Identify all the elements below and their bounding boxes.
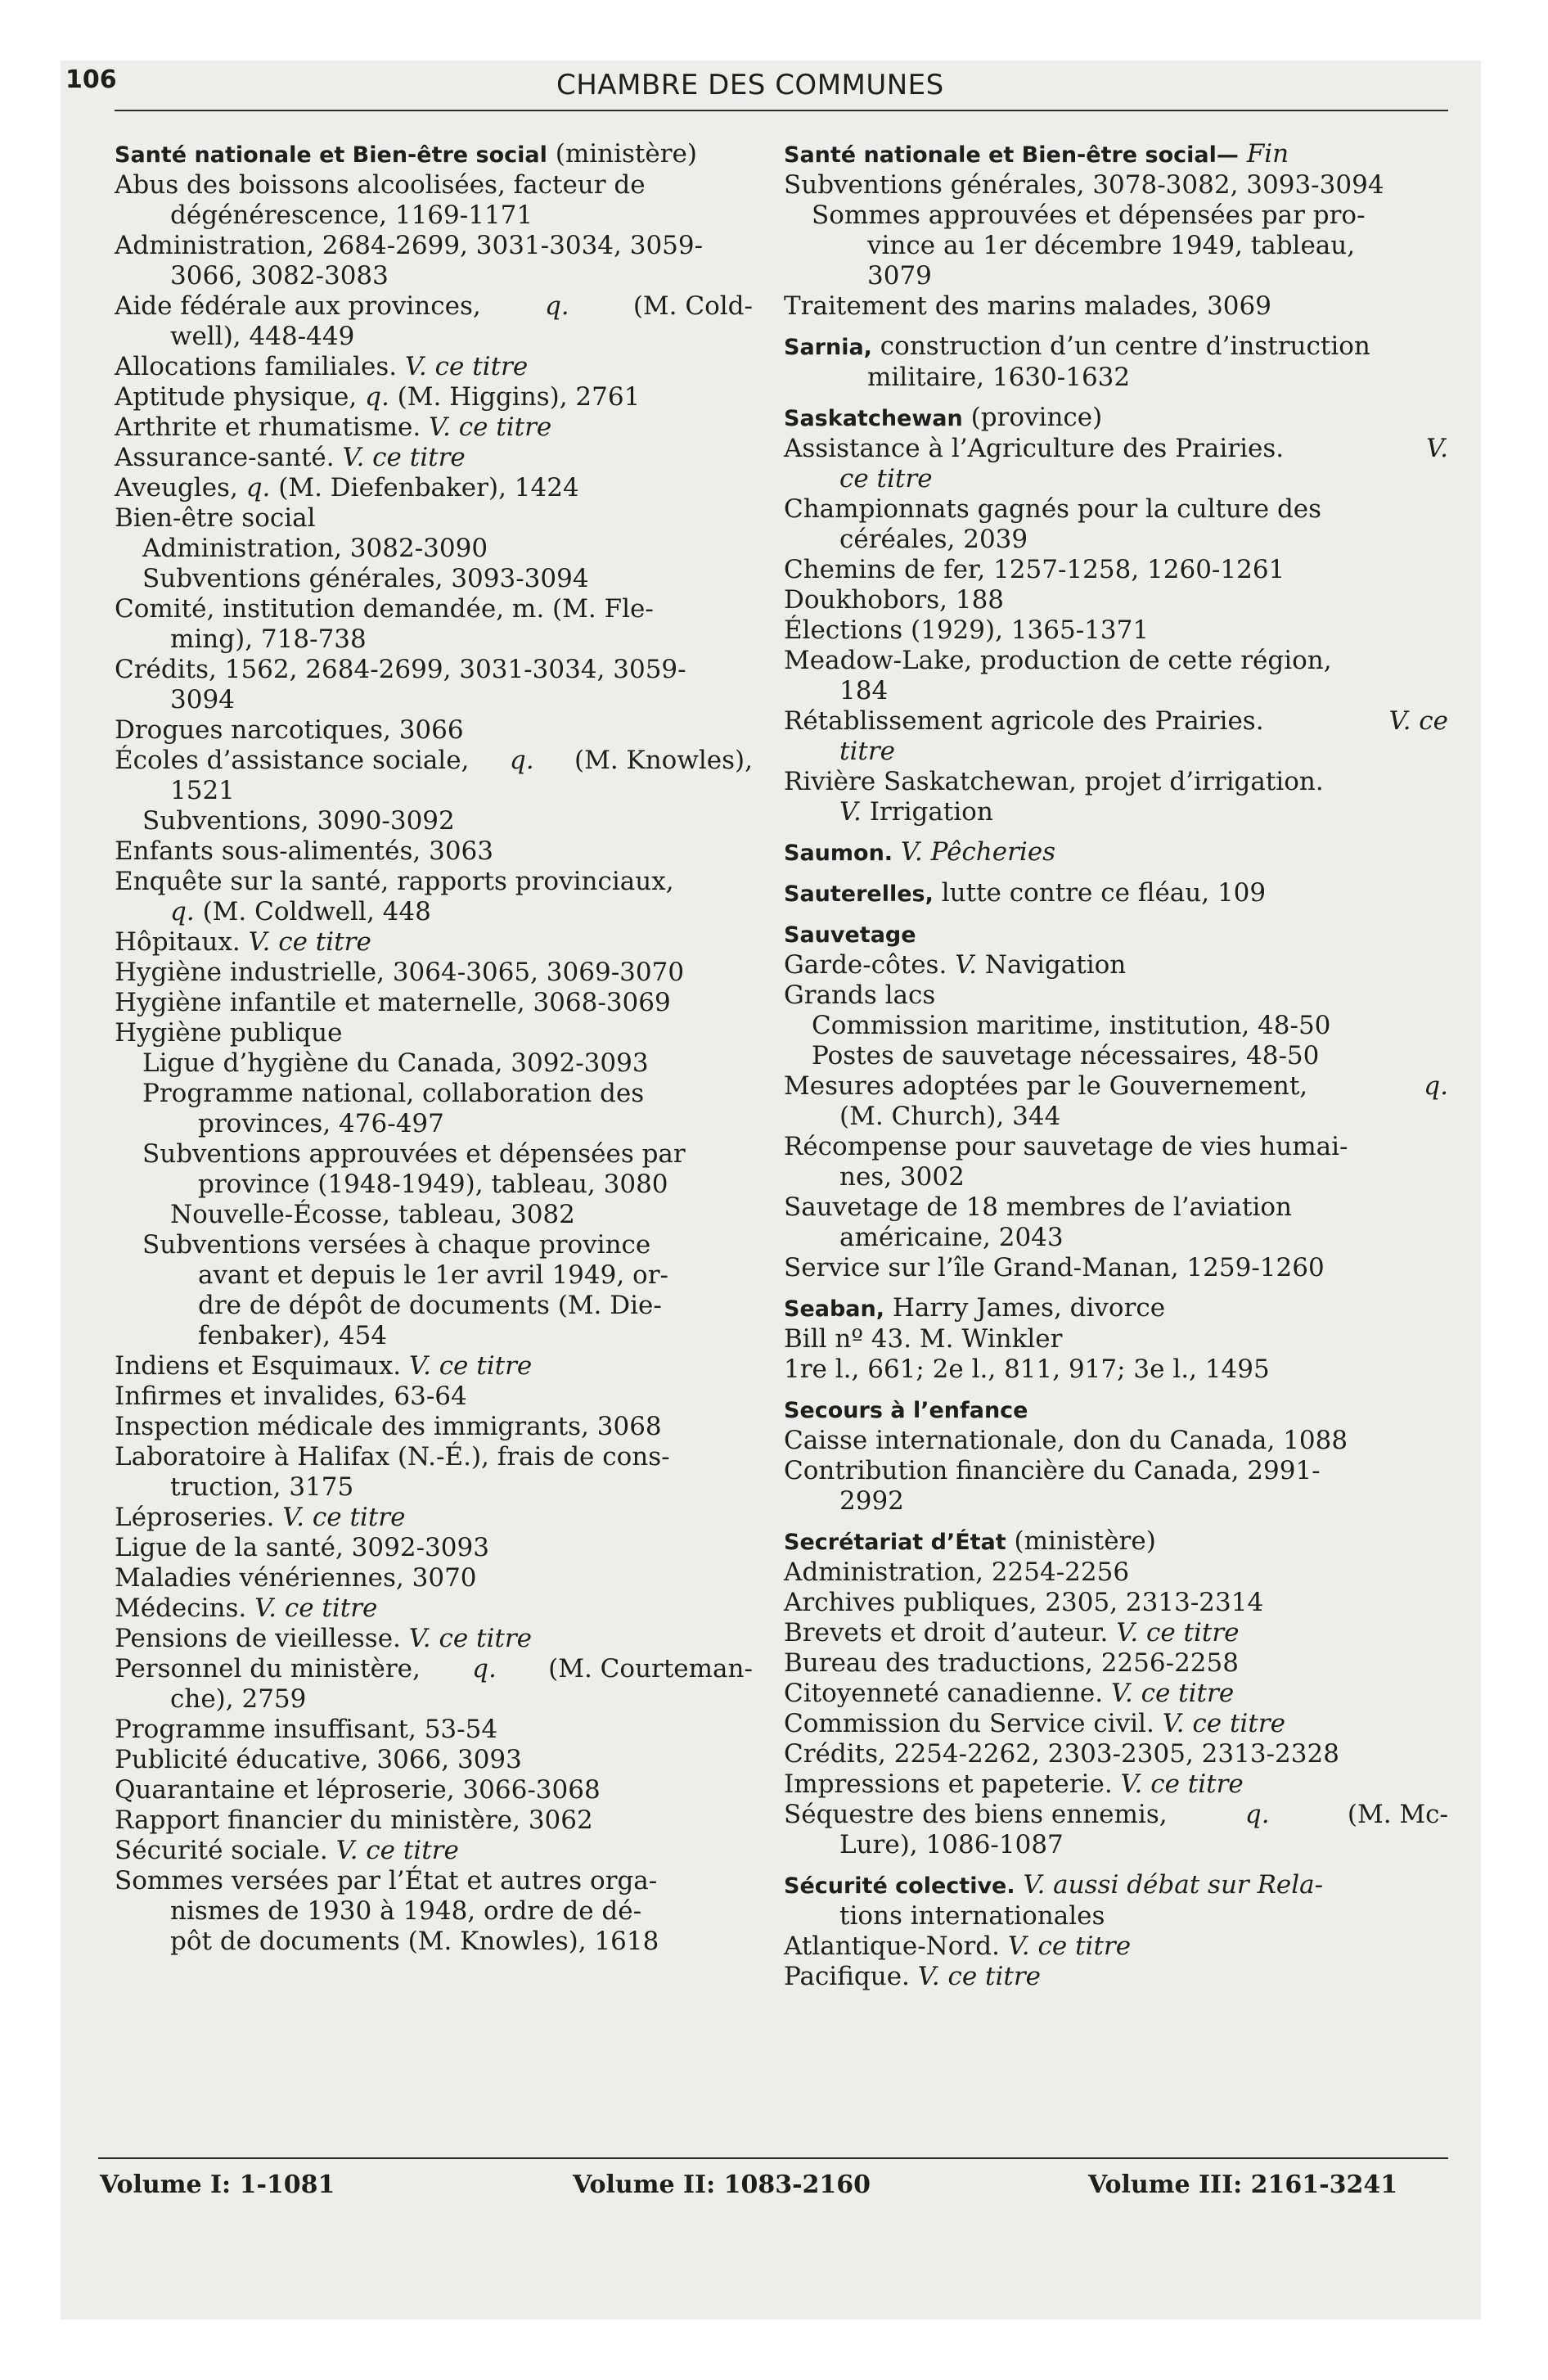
index-line-text: q. [509,746,534,775]
index-line [115,291,753,322]
index-line [115,382,753,412]
entry-heading-line [784,837,1448,868]
index-line [115,352,753,382]
index-line-text: Grands lacs [784,980,936,1010]
index-line-text: titre [839,737,895,766]
index-line [784,1648,1448,1679]
index-line-text: q. [472,1654,497,1684]
index-line-text: V. ce titre [1007,1931,1132,1961]
entry-headword: Sécurité colective. [784,1873,1015,1899]
index-line-text: Enfants sous-alimentés, 3063 [115,836,493,866]
index-line-text: 184 [839,676,889,705]
running-head: CHAMBRE DES COMMUNES [556,69,944,101]
index-line [115,231,753,261]
index-entry [784,1293,1448,1385]
index-line-text: Atlantique-Nord. [784,1931,1000,1961]
index-line [784,1739,1448,1769]
index-line-text: Chemins de fer, 1257-1258, 1260-1261 [784,555,1285,584]
index-line-text: Bill nº 43. M. Winkler [784,1324,1063,1354]
index-line-text: V. ce titre [1120,1769,1244,1799]
index-line [115,1593,753,1624]
index-line [115,1109,753,1139]
index-line-text: Administration, 3082-3090 [142,534,488,563]
index-line [784,1355,1448,1385]
index-line-text: (M. Church), 344 [839,1102,1061,1131]
index-line-text: Archives publiques, 2305, 2313-2314 [784,1588,1264,1617]
index-line-text: well), 448-449 [170,322,355,351]
index-line [784,1071,1448,1102]
index-line-text: 1521 [170,776,235,805]
index-line-text: Subventions approuvées et dépensées par [142,1139,686,1169]
left-column [115,139,753,1957]
index-line [115,1260,753,1291]
index-line-text: provinces, 476-497 [198,1109,444,1138]
index-line-text: V. ce titre [429,412,552,442]
entry-heading-text: (ministère) [1014,1526,1156,1556]
index-line [115,1442,753,1472]
index-line-text: Commission maritime, institution, 48-50 [812,1011,1331,1040]
index-entry [784,331,1448,393]
index-line [115,1745,753,1775]
index-line [784,980,1448,1011]
index-line [115,443,753,473]
index-line-text: Arthrite et rhumatisme. [115,412,421,442]
index-line-text: Publicité éducative, 3066, 3093 [115,1745,522,1774]
index-line-text: (M. Knowles), [574,746,753,775]
index-line-text: V. [1426,434,1448,463]
entry-heading-line [784,139,1448,170]
index-line-text: V. ce titre [404,352,529,381]
index-line [784,1679,1448,1709]
index-line-text: Hygiène publique [115,1018,343,1048]
index-line-text: Allocations familiales. [115,352,398,381]
entry-heading-line [784,1526,1448,1557]
index-line [784,1800,1448,1830]
index-line [784,1769,1448,1800]
index-line [784,1709,1448,1739]
entry-headword: Saumon. [784,841,893,866]
index-line-text: nismes de 1930 à 1948, ordre de dé- [170,1896,642,1926]
index-line-text: Léproseries. [115,1503,275,1532]
index-line-text: céréales, 2039 [839,525,1028,554]
index-line-text: Infirmes et invalides, 63-64 [115,1382,467,1411]
index-line-text: nes, 3002 [839,1162,965,1192]
index-line-text: V. ce titre [342,443,466,472]
entry-heading-text: (ministère) [555,139,697,169]
index-line [784,615,1448,646]
index-line-text: Personnel du ministère, [115,1654,421,1684]
index-line [115,806,753,836]
index-line [115,1351,753,1382]
index-line-text: Aveugles, [115,473,238,503]
index-line-text: 3094 [170,685,235,714]
entry-headword: Sauterelles, [784,881,934,907]
index-line [784,494,1448,525]
index-line-text: truction, 3175 [170,1472,354,1502]
index-line [115,1805,753,1836]
index-line-text: V. ce titre [1110,1679,1235,1708]
index-line-text: province (1948-1949), tableau, 3080 [198,1170,668,1199]
index-line [115,1896,753,1927]
index-line [784,464,1448,494]
index-line-text: q. [170,897,195,926]
index-line [784,1324,1448,1355]
index-line-text: Aptitude physique, [115,382,358,412]
entry-heading-text: V. Pêcheries [900,837,1056,867]
index-line-text: (M. Coldwell, 448 [202,897,431,926]
index-line-text: Crédits, 1562, 2684-2699, 3031-3034, 3059- [115,655,686,684]
entry-heading-line [784,1870,1448,1901]
index-line [784,1962,1448,1992]
index-line [784,676,1448,706]
index-line-text: Traitement des marins malades, 3069 [784,291,1271,321]
index-line-text: Inspection médicale des immigrants, 3068 [115,1412,662,1441]
index-line [784,706,1448,737]
index-line-text: V. [955,950,978,980]
index-entry [784,878,1448,909]
index-line-text: Hygiène industrielle, 3064-3065, 3069-3070 [115,958,685,987]
index-line-text: dre de dépôt de documents (M. Die- [198,1291,662,1320]
index-line-text: Abus des boissons alcoolisées, facteur de [115,170,646,200]
index-line [115,473,753,503]
entry-headword: Secrétariat d’État [784,1530,1006,1555]
index-line-text: Hygiène infantile et maternelle, 3068-3069 [115,988,671,1017]
index-line-text: Service sur l’île Grand-Manan, 1259-1260 [784,1253,1325,1282]
index-line [784,737,1448,767]
entry-headword: Sarnia, [784,335,872,360]
footer-volume-3: Volume III: 2161-3241 [1088,2170,1398,2199]
index-line-text: Sauvetage de 18 membres de l’aviation [784,1192,1292,1222]
index-line-text: Administration, 2684-2699, 3031-3034, 3059- [115,231,704,260]
index-line [115,1412,753,1442]
index-line [784,525,1448,555]
index-line [115,1563,753,1593]
index-line-text: Rétablissement agricole des Prairies. [784,706,1264,736]
header-rule [115,110,1448,111]
index-entry [784,1870,1448,1992]
entry-heading-text: Harry James, divorce [892,1293,1166,1323]
index-line [784,201,1476,231]
index-line [784,1223,1448,1253]
index-line-text: Sommes versées par l’État et autres orga- [115,1866,658,1895]
right-column [784,139,1448,1992]
index-line-text: Sommes approuvées et dépensées par pro- [812,201,1366,230]
index-line-text: Comité, institution demandée, m. (M. Fle- [115,594,654,624]
index-line [784,1588,1448,1618]
entry-headword: Sauvetage [784,922,916,948]
index-line [784,797,1448,827]
index-line [115,1533,753,1563]
index-line [115,776,753,806]
index-line-text: V. ce titre [1162,1709,1285,1738]
index-line-text: fenbaker), 454 [198,1321,388,1350]
entry-headword: Secours à l’enfance [784,1398,1028,1423]
index-line [784,1830,1448,1860]
index-line-text: Subventions générales, 3078-3082, 3093-3094 [784,170,1384,200]
index-line-text: Élections (1929), 1365-1371 [784,615,1150,645]
entry-headword: Santé nationale et Bien-être social [115,142,547,168]
index-line-text: V. ce titre [1116,1618,1240,1648]
index-line [115,1139,781,1170]
index-line-text: Hôpitaux. [115,927,241,957]
index-line [115,958,753,988]
index-line-text: Caisse internationale, don du Canada, 1088 [784,1426,1348,1455]
index-line [115,170,753,201]
index-line [115,1866,753,1896]
index-line-text: Brevets et droit d’auteur. [784,1618,1109,1648]
index-line-text: Citoyenneté canadienne. [784,1679,1104,1708]
entry-heading-text: lutte contre ce fléau, 109 [941,878,1267,908]
entry-heading-text: (province) [970,403,1103,432]
index-line [784,1132,1448,1162]
index-line-text: V. ce titre [248,927,371,957]
index-line [115,564,753,594]
index-line [115,1382,753,1412]
index-line [115,1715,753,1745]
index-line [115,1503,753,1533]
entry-heading-line [784,403,1448,434]
index-line [784,1901,1448,1931]
index-line-text: Programme insuffisant, 53-54 [115,1715,498,1744]
index-line-text: Commission du Service civil. [784,1709,1154,1738]
index-line-text: Subventions versées à chaque province [142,1230,651,1260]
index-line [115,503,753,534]
entry-headword: Saskatchewan [784,406,963,431]
entry-heading-line [784,1293,1448,1324]
index-entry [784,1395,1448,1517]
index-line-text: q. [365,382,389,412]
index-line [115,201,753,231]
index-entry [784,919,1448,1283]
index-line-text: Écoles d’assistance sociale, [115,746,470,775]
index-line [784,1931,1448,1962]
index-line [784,1456,1448,1486]
footer-volume-2: Volume II: 1083-2160 [573,2170,871,2199]
index-line-text: Impressions et papeterie. [784,1769,1113,1799]
index-line-text: Bureau des traductions, 2256-2258 [784,1648,1239,1678]
index-line [115,1472,753,1503]
entry-heading-line [115,139,753,170]
index-line-text: militaire, 1630-1632 [867,363,1131,392]
index-line [115,1321,753,1351]
index-line [115,1170,753,1200]
index-line-text: Subventions générales, 3093-3094 [142,564,589,593]
index-line-text: Drogues narcotiques, 3066 [115,715,464,745]
index-line [784,291,1448,322]
index-line [115,1200,753,1230]
index-line [784,170,1448,201]
index-line-text: Doukhobors, 188 [784,585,1005,615]
index-line-text: V. ce titre [409,1351,533,1381]
index-line-text: Récompense pour sauvetage de vies humai- [784,1132,1348,1161]
index-line [115,1836,753,1866]
index-line-text: Rapport financier du ministère, 3062 [115,1805,593,1835]
entry-heading-line [784,878,1448,909]
index-line-text: Mesures adoptées par le Gouvernement, [784,1071,1308,1101]
index-line-text: Lure), 1086-1087 [839,1830,1064,1859]
index-entry [115,139,753,1957]
index-line [784,231,1448,261]
index-line-text: Pacifique. [784,1962,910,1991]
index-line [115,655,753,685]
entry-heading-line [784,331,1448,363]
index-line-text: avant et depuis le 1er avril 1949, or- [198,1260,668,1290]
index-line [115,1230,781,1260]
index-line [115,746,753,776]
index-line-text: Médecins. [115,1593,247,1623]
index-line-text: pôt de documents (M. Knowles), 1618 [170,1927,659,1956]
index-line-text: Ligue de la santé, 3092-3093 [115,1533,489,1562]
index-line [115,715,753,746]
index-line-text: américaine, 2043 [839,1223,1064,1252]
index-line-text: (M. Cold- [632,291,753,321]
page-number: 106 [65,65,117,94]
index-line [784,1162,1448,1192]
index-line [784,585,1448,615]
index-line-text: Navigation [984,950,1127,980]
index-line-text: (M. Higgins), 2761 [397,382,641,412]
entry-heading-text: construction d’un centre d’instruction [880,331,1370,361]
index-entry [784,403,1448,827]
index-line [115,988,753,1018]
index-entry [784,837,1448,868]
index-line-text: Administration, 2254-2256 [784,1557,1130,1587]
index-line-text: (M. Diefenbaker), 1424 [278,473,579,503]
index-line-text: q. [245,473,271,503]
index-line [115,322,753,352]
index-line-text: Crédits, 2254-2262, 2303-2305, 2313-2328 [784,1739,1339,1769]
index-line [115,685,753,715]
index-line [784,1618,1448,1648]
index-line-text: Quarantaine et léproserie, 3066-3068 [115,1775,601,1805]
index-line [115,1079,781,1109]
index-line [115,1624,753,1654]
index-line [784,1102,1448,1132]
index-line-text: 3066, 3082-3083 [170,261,389,291]
index-line-text: tions internationales [839,1901,1105,1931]
index-line-text: Postes de sauvetage nécessaires, 48-50 [812,1041,1320,1071]
index-line-text: V. ce titre [335,1836,459,1865]
index-line-text: q. [1244,1800,1270,1829]
index-line [115,1654,753,1684]
index-line [784,434,1448,464]
index-line-text: V. ce titre [408,1624,533,1653]
index-line-text: Contribution financière du Canada, 2991- [784,1456,1321,1485]
index-line-text: Championnats gagnés pour la culture des [784,494,1322,524]
index-line-text: Irrigation [869,797,993,827]
index-line-text: 3079 [867,261,932,291]
index-line-text: Assurance-santé. [115,443,335,472]
index-line-text: V. ce titre [254,1593,378,1623]
index-line [115,836,753,867]
index-line-text: Garde-côtes. [784,950,947,980]
index-line [784,646,1448,676]
index-line [115,1018,753,1048]
index-line [115,594,753,624]
index-line-text: q. [544,291,569,321]
index-line-text: Pensions de vieillesse. [115,1624,401,1653]
index-line-text: V. ce [1388,706,1448,736]
index-line [115,624,753,655]
index-line-text: ce titre [839,464,933,494]
index-line-text: che), 2759 [170,1684,307,1714]
index-line-text: Nouvelle-Écosse, tableau, 3082 [170,1200,575,1229]
index-line-text: Assistance à l’Agriculture des Prairies. [784,434,1285,463]
index-line [115,897,753,927]
index-line-text: Sécurité sociale. [115,1836,328,1865]
index-line [784,1192,1448,1223]
footer-rule [98,2157,1448,2159]
index-line [115,927,753,958]
index-line-text: Subventions, 3090-3092 [142,806,455,836]
index-line [784,950,1448,980]
index-line-text: Indiens et Esquimaux. [115,1351,402,1381]
index-line [784,555,1448,585]
entry-headword: Santé nationale et Bien-être social— [784,142,1239,168]
index-line [784,261,1448,291]
index-line [115,534,753,564]
index-entry [784,139,1448,322]
index-line-text: ming), 718-738 [170,624,367,654]
index-entry [784,1526,1448,1860]
index-line [115,1684,753,1715]
index-line-text: Meadow-Lake, production de cette région, [784,646,1332,675]
index-line [784,1557,1448,1588]
entry-heading-text: Fin [1246,139,1289,169]
index-line [115,412,753,443]
entry-heading-text: V. aussi débat sur Rela- [1023,1870,1324,1900]
index-line-text: Maladies vénériennes, 3070 [115,1563,477,1593]
index-line-text: Ligue d’hygiène du Canada, 3092-3093 [142,1048,649,1078]
index-line [784,1041,1448,1071]
index-line-text: Enquête sur la santé, rapports provinciaux, [115,867,674,896]
index-line-text: (M. Courteman- [548,1654,753,1684]
index-line-text: 2992 [839,1486,904,1516]
index-line [784,1011,1448,1041]
index-line-text: Rivière Saskatchewan, projet d’irrigation. [784,767,1324,796]
footer-volume-1: Volume I: 1-1081 [100,2170,335,2199]
index-line-text: vince au 1er décembre 1949, tableau, [867,231,1356,260]
entry-heading-line [784,1395,1448,1426]
index-line-text: Aide fédérale aux provinces, [115,291,481,321]
index-line [115,1291,753,1321]
index-line [115,261,753,291]
index-line-text: V. [839,797,862,827]
index-line [784,363,1448,393]
index-line [115,867,753,897]
index-line-text: q. [1424,1071,1448,1101]
index-line-text: Bien-être social [115,503,316,533]
index-line-text: Séquestre des biens ennemis, [784,1800,1168,1829]
index-line-text: V. ce titre [917,1962,1042,1991]
entry-headword: Seaban, [784,1296,885,1322]
index-line [784,1426,1448,1456]
index-line [784,1253,1448,1283]
entry-heading-line [784,919,1448,950]
index-line [115,1927,753,1957]
index-line-text: dégénérescence, 1169-1171 [170,201,533,230]
index-line-text: (M. Mc- [1347,1800,1448,1829]
index-line-text: V. ce titre [282,1503,406,1532]
index-line [115,1048,753,1079]
index-line [115,1775,753,1805]
index-line [784,767,1448,797]
index-line-text: Laboratoire à Halifax (N.-É.), frais de cons- [115,1442,670,1472]
index-line [784,1486,1448,1517]
index-line-text: Programme national, collaboration des [142,1079,645,1108]
index-line-text: 1re l., 661; 2e l., 811, 917; 3e l., 1495 [784,1355,1270,1384]
